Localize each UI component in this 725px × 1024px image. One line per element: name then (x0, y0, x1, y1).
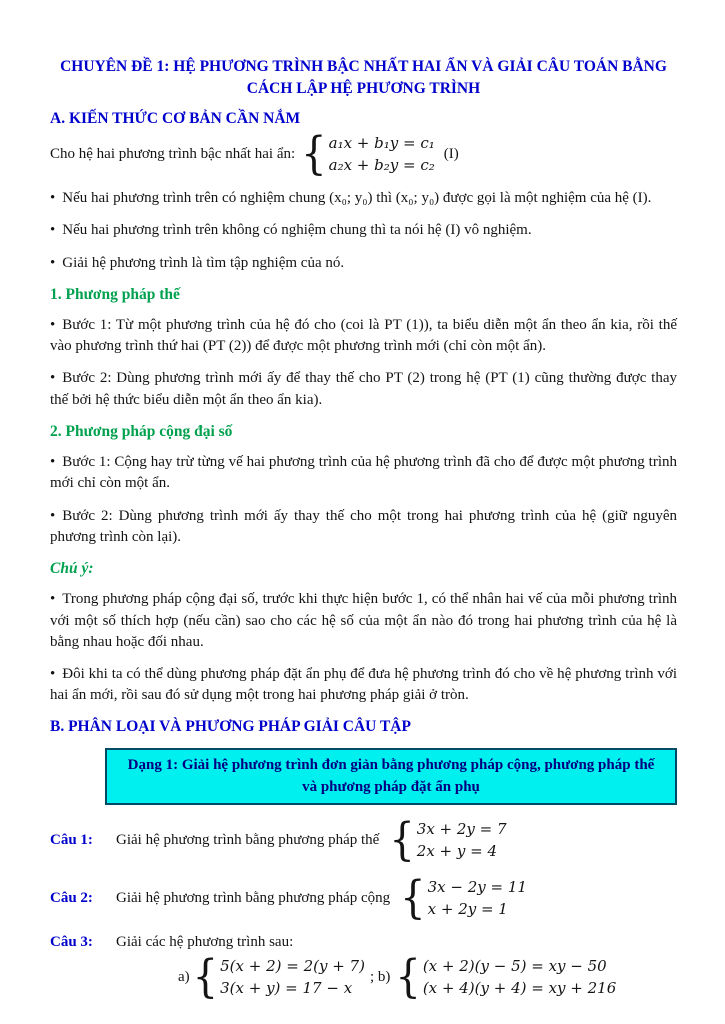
bullet-item (50, 664, 677, 707)
bullet-icon: • (50, 666, 56, 683)
problem-label: Câu 3: (50, 933, 93, 950)
brace-icon: { (389, 814, 415, 866)
bullet-text: Bước 2: Dùng phương trình mới ấy thay thế cho một trong hai phương trình của hệ (giữ nguyên phương trình còn lại). (50, 507, 677, 545)
bullet-item (50, 220, 677, 241)
equation: x + 2y = 1 (427, 900, 508, 919)
bullet-icon: • (50, 222, 56, 239)
equation: (x + 2)(y − 5) = xy − 50 (422, 956, 607, 975)
problem-cau3 (50, 934, 677, 951)
problem-text: Giải hệ phương trình bằng phương pháp thế (116, 831, 380, 848)
equation: a₁x + b₁y = c₁ (328, 133, 435, 152)
method2-heading: 2. Phương pháp cộng đại số (50, 423, 233, 441)
bullet-icon: • (50, 189, 56, 206)
bullet-item (50, 589, 677, 653)
bullet-text: Bước 1: Cộng hay trừ từng vế hai phương trình của hệ phương trình đã cho để được một phương trình mới chỉ còn một ẩn. (50, 454, 677, 492)
problem-label: Câu 1: (50, 831, 93, 848)
bullet-icon: • (50, 254, 56, 271)
equation: 2x + y = 4 (416, 842, 498, 861)
problem-cau2 (50, 872, 677, 924)
section-a-heading: A. KIẾN THỨC CƠ BẢN CẦN NẮM (50, 109, 301, 127)
brace-icon: { (395, 951, 421, 1003)
equation-system-b (395, 951, 617, 1003)
bullet-item (50, 315, 677, 358)
bullet-text: Bước 1: Từ một phương trình của hệ đó cho (coi là PT (1)), ta biểu diễn một ẩn theo ẩn kia, rồi thế vào phương trình thứ hai (PT (2)) để được một phương trình mới (chỉ còn một ẩn). (50, 316, 677, 355)
bullet-item (50, 188, 677, 209)
problem-cau1 (50, 814, 677, 866)
equation: 3(x + y) = 17 − x (220, 979, 353, 998)
brace-icon: { (301, 128, 327, 181)
bullet-text: Bước 2: Dùng phương trình mới ấy để thay thế cho PT (2) trong hệ (PT (1) cũng thường được thay thế bởi hệ thức biểu diễn một ẩn theo ẩn kia). (50, 370, 677, 408)
problem-text: Giải các hệ phương trình sau: (116, 933, 294, 950)
equation-column (329, 132, 435, 177)
bullet-icon: • (50, 454, 56, 471)
equation: 3x + 2y = 7 (416, 819, 507, 838)
dang1-banner: Dạng 1: Giải hệ phương trình đơn giản bằng phương pháp cộng, phương pháp thế và phương pháp đặt ẩn phụ (105, 748, 677, 805)
method1-heading: 1. Phương pháp thế (50, 285, 180, 303)
section-b-heading: B. PHÂN LOẠI VÀ PHƯƠNG PHÁP GIẢI CÂU TẬP (50, 717, 411, 735)
equation-system-a (192, 951, 365, 1003)
equation-column (423, 955, 616, 1000)
bullet-item (50, 506, 677, 549)
part-b-tag: ; b) (369, 968, 391, 985)
equation-column (220, 955, 365, 1000)
equation-column (428, 876, 527, 921)
system-label: (I) (443, 145, 459, 162)
note-heading: Chú ý: (50, 560, 94, 578)
bullet-text: Nếu hai phương trình trên có nghiệm chung (x₀; y₀) thì (x₀; y₀) được gọi là một nghiệm của hệ (I). (62, 189, 652, 206)
bullet-icon: • (50, 316, 56, 333)
bullet-text: Đôi khi ta có thể dùng phương pháp đặt ẩn phụ để đưa hệ phương trình đó cho về hệ phương trình với hai ẩn mới, rồi sau đó sử dụng một trong hai phương pháp giải ở tròn. (50, 666, 677, 704)
page-title: CHUYÊN ĐỀ 1: HỆ PHƯƠNG TRÌNH BẬC NHẤT HAI ẨN VÀ GIẢI CÂU TOÁN BẰNG CÁCH LẬP HỆ PHƯƠNG TRÌNH (60, 58, 667, 98)
equation: (x + 4)(y + 4) = xy + 216 (422, 979, 617, 998)
problem-text: Giải hệ phương trình bằng phương pháp cộng (116, 889, 391, 906)
part-a-tag: a) (178, 968, 190, 985)
bullet-icon: • (50, 370, 56, 387)
brace-icon: { (400, 872, 426, 924)
problem-label: Câu 2: (50, 889, 93, 906)
problem-cau3-systems (178, 951, 677, 1003)
equation-system (400, 872, 527, 924)
equation-system-general (301, 128, 435, 181)
bullet-text: Giải hệ phương trình là tìm tập nghiệm của nó. (62, 254, 345, 271)
equation: 3x − 2y = 11 (427, 877, 527, 896)
bullet-item (50, 253, 677, 274)
intro-paragraph (50, 128, 677, 181)
bullet-text: Trong phương pháp cộng đại số, trước khi thực hiện bước 1, có thể nhân hai vế của mỗi phương trình với một số thích hợp (nếu cần) sao cho các hệ số của một ẩn nào đó trong hai phương trình của hệ là bằng nhau hoặc đối nhau. (50, 591, 677, 650)
equation-column (417, 818, 507, 863)
bullet-item (50, 368, 677, 411)
bullet-text: Nếu hai phương trình trên không có nghiệm chung thì ta nói hệ (I) vô nghiệm. (62, 222, 532, 239)
bullet-icon: • (50, 591, 56, 608)
brace-icon: { (192, 951, 219, 1003)
intro-text: Cho hệ hai phương trình bậc nhất hai ẩn: (50, 145, 296, 162)
bullet-icon: • (50, 507, 56, 524)
equation: a₂x + b₂y = c₂ (328, 156, 435, 175)
equation-system (389, 814, 507, 866)
equation: 5(x + 2) = 2(y + 7) (220, 956, 365, 975)
bullet-item (50, 452, 677, 495)
